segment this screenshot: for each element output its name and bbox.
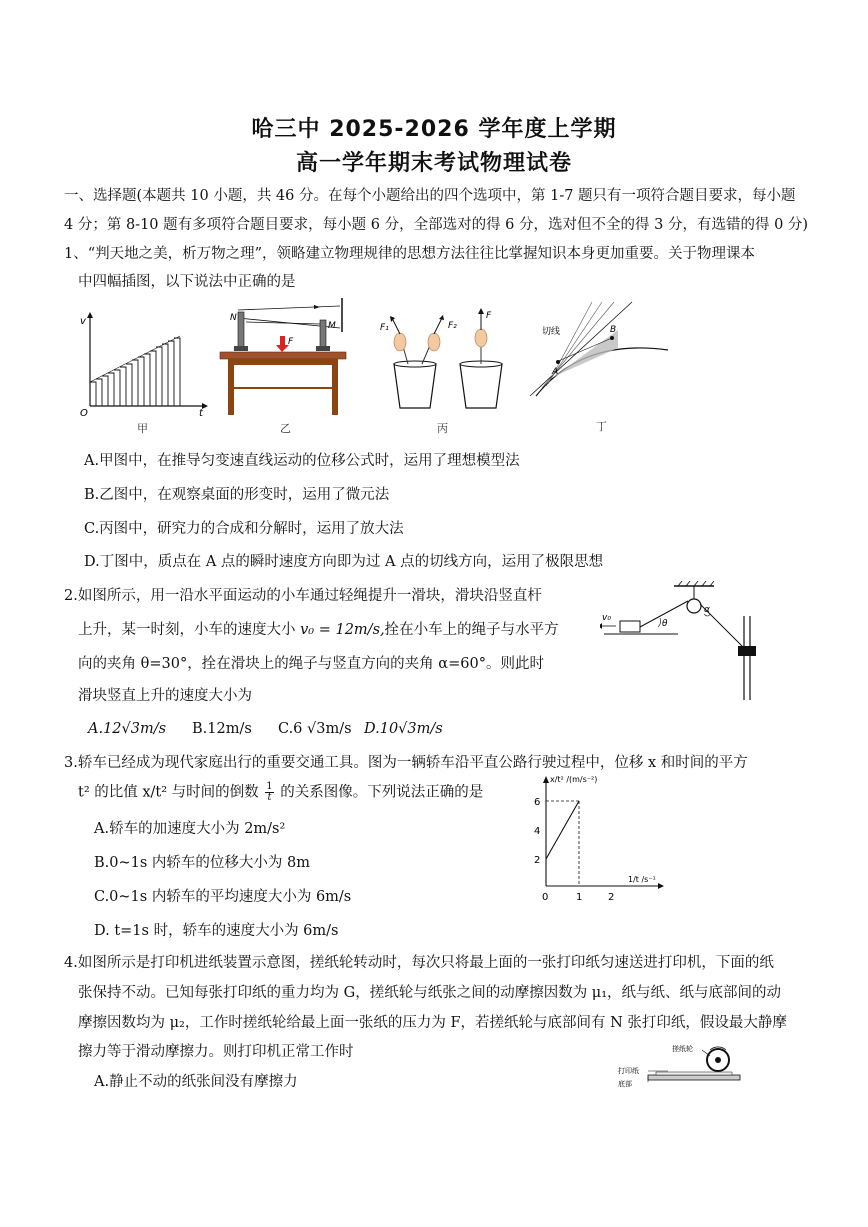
q2-option-b: B.12m/s: [192, 721, 252, 737]
q2-option-c: C.6 √3m/s: [278, 721, 352, 737]
q1-option-d: D.丁图中，质点在 A 点的瞬时速度方向即为过 A 点的切线方向，运用了极限思想: [84, 554, 604, 570]
q3-line2-b: 的关系图像。下列说法正确的是: [275, 784, 484, 801]
bing-f1-label: F₁: [380, 323, 389, 333]
q1-stem-line2: 中四幅插图，以下说法中正确的是: [78, 274, 296, 290]
q3-y-tick-6: 6: [534, 797, 541, 808]
q2-option-a: A.12√3m/s: [88, 721, 167, 737]
q2-stem-line3: 向的夹角 θ=30°，拴在滑块上的绳子与竖直方向的夹角 α=60°。则此时: [78, 656, 544, 672]
q4-stem-line3: 摩擦因数均为 μ₂，工作时搓纸轮给最上面一张纸的压力为 F，若搓纸轮与底部间有 N 张打印纸，假设最大静摩: [78, 1015, 787, 1031]
q3-fraction-numerator: 1: [266, 781, 273, 792]
section-intro-line1: 一、选择题(本题共 10 小题，共 46 分。在每个小题给出的四个选项中，第 1-7 题只有一项符合题目要求，每小题: [64, 188, 796, 204]
q3-stem-line1: 3.轿车已经成为现代家庭出行的重要交通工具。图为一辆轿车沿平直公路行驶过程中，位移 x 和时间的平方: [64, 755, 748, 771]
q3-y-tick-2: 2: [534, 855, 541, 866]
q4-stem-line4: 擦力等于滑动摩擦力。则打印机正常工作时: [78, 1044, 354, 1060]
q1-caption-ding: 丁: [596, 420, 607, 433]
q1-figure-yi: [216, 296, 356, 418]
q3-option-c: C.0~1s 内轿车的平均速度大小为 6m/s: [94, 889, 352, 905]
exam-title-line1: 哈三中 2025-2026 学年度上学期: [251, 117, 617, 142]
q1-caption-yi: 乙: [280, 422, 291, 435]
q3-inverse-time-fraction: [265, 782, 273, 803]
q4-base-label: 底部: [618, 1080, 632, 1088]
q2-theta-label: θ: [662, 619, 668, 629]
q2-velocity-value: v₀ = 12m/s,: [300, 622, 385, 638]
q3-graph: [522, 770, 668, 906]
q2-line2-b: 拴在小车上的绳子与水平方: [384, 622, 559, 638]
q1-caption-jia: 甲: [137, 422, 148, 435]
q2-stem-line2: [78, 620, 559, 640]
jia-t-label: t: [199, 408, 203, 418]
q1-stem-line1: 1、“判天地之美，析万物之理”，领略建立物理规律的思想方法往往比掌握知识本身更加重要。关于物理课本: [64, 246, 756, 262]
q3-option-a: A.轿车的加速度大小为 2m/s²: [94, 821, 286, 837]
q3-x-tick-2: 2: [608, 892, 615, 903]
yi-n-label: N: [230, 313, 237, 323]
q3-x-axis-label: 1/t /s⁻¹: [628, 875, 656, 884]
q1-caption-bing: 丙: [437, 422, 448, 435]
q3-option-b: B.0~1s 内轿车的位移大小为 8m: [94, 855, 310, 871]
ding-a-label: A: [552, 367, 559, 377]
exam-title-line2: 高一学年期末考试物理试卷: [295, 151, 572, 176]
q2-figure: [600, 580, 780, 704]
ding-tangent-label: 切线: [542, 327, 561, 337]
q2-option-d: D.10√3m/s: [364, 721, 443, 737]
q1-figure-jia: [78, 310, 208, 418]
q2-line2-a: 上升，某一时刻，小车的速度大小: [78, 622, 301, 638]
q3-line2-a: t² 的比值 x/t² 与时间的倒数: [78, 784, 264, 801]
q2-stem-line4: 滑块竖直上升的速度大小为: [78, 688, 252, 704]
q2-v0-label: v₀: [602, 613, 611, 623]
q4-stem-line1: 4.如图所示是打印机进纸装置示意图，搓纸轮转动时，每次只将最上面的一张打印纸匀速送进打印机，下面的纸: [64, 955, 774, 971]
jia-origin-label: O: [80, 408, 88, 418]
q1-option-a: A.甲图中，在推导匀变速直线运动的位移公式时，运用了理想模型法: [84, 453, 520, 469]
q1-option-b: B.乙图中，在观察桌面的形变时，运用了微元法: [84, 487, 390, 503]
bing-f2-label: F₂: [448, 321, 457, 331]
ding-b-label: B: [610, 325, 617, 335]
q4-figure: [614, 1040, 744, 1090]
q1-figure-bing: [376, 308, 514, 418]
q3-y-axis-label: x/t² /(m/s⁻²): [550, 775, 598, 784]
q3-x-tick-0: 0: [542, 892, 549, 903]
q3-option-d: D. t=1s 时，轿车的速度大小为 6m/s: [94, 923, 339, 939]
q3-x-tick-1: 1: [576, 892, 583, 903]
jia-v-label: v: [80, 316, 86, 327]
yi-m-label: M: [328, 321, 336, 331]
q3-y-tick-4: 4: [534, 826, 541, 837]
section-intro-line2: 4 分；第 8-10 题有多项符合题目要求，每小题 6 分，全部选对的得 6 分，选对但不全的得 3 分，有选错的得 0 分): [64, 217, 809, 233]
q1-figure-ding: [522, 298, 672, 410]
q2-alpha-label: α: [704, 605, 710, 615]
q3-fraction-denominator: t: [267, 792, 272, 803]
q4-paper-label: 打印纸: [618, 1067, 639, 1075]
q4-stem-line2: 张保持不动。已知每张打印纸的重力均为 G，搓纸轮与纸张之间的动摩擦因数为 μ₁，纸与纸、纸与底部间的动: [78, 985, 782, 1001]
bing-f-label: F: [486, 311, 492, 321]
yi-f-label: F: [288, 337, 294, 347]
q4-option-a: A.静止不动的纸张间没有摩擦力: [94, 1074, 298, 1090]
q3-stem-line2: [78, 782, 483, 803]
q2-stem-line1: 2.如图所示，用一沿水平面运动的小车通过轻绳提升一滑块，滑块沿竖直杆: [64, 588, 542, 604]
q1-option-c: C.丙图中，研究力的合成和分解时，运用了放大法: [84, 521, 404, 537]
q4-roller-label: 搓纸轮: [672, 1045, 693, 1053]
